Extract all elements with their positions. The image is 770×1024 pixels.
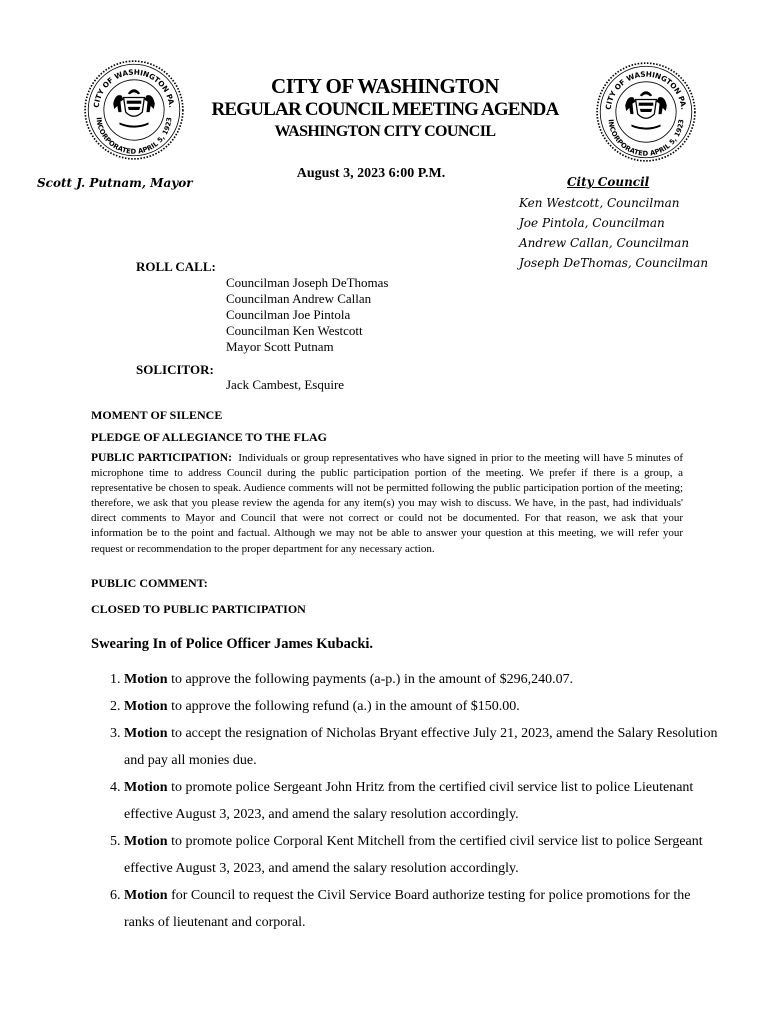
motion-item: [124, 774, 724, 828]
city-council-list: [519, 193, 708, 273]
motion-lead: Motion: [124, 672, 168, 687]
motion-text: to approve the following refund (a.) in the amount of $150.00.: [171, 699, 520, 714]
moment-of-silence: MOMENT OF SILENCE: [91, 408, 223, 422]
motion-item: [124, 828, 724, 882]
svg-text:INCORPORATED APRIL 5, 1923: INCORPORATED APRIL 5, 1923: [94, 116, 174, 156]
motion-text: to approve the following payments (a-p.) in the amount of $296,240.07.: [171, 672, 574, 687]
motion-text: to promote police Corporal Kent Mitchell from the certified civil service list to police Sergeant effective August 3, 2023, and amend the salary resolution accordingly.: [124, 834, 703, 876]
document-subtitle: REGULAR COUNCIL MEETING AGENDA: [211, 99, 559, 120]
svg-text:CITY OF WASHINGTON PA.: CITY OF WASHINGTON PA.: [603, 69, 689, 111]
roll-call-name: Councilman Andrew Callan: [226, 291, 372, 306]
motion-item: [124, 882, 724, 936]
public-participation-text: Individuals or group representatives who have signed in prior to the meeting will have 5 minutes of microphone time to address Council during the public participation portion of the meeting. We prefer if there is a group, a representative be chosen to speak. Audience comments will not be permitted following the public participation portion of the meeting; therefore, we ask that you please review the agenda for any item(s) you may wish to discuss. We have, in the past, had individuals' direct comments to Mayor and Council that were not correct or could not be documented. For that reason, we ask that your information be to the point and factual. Although we may not be able to answer your question at this meeting, we will refer your request or recommendation to the proper department for any necessary action.: [91, 452, 683, 555]
roll-call-name: Councilman Ken Westcott: [226, 323, 363, 338]
solicitor-label: SOLICITOR:: [136, 362, 214, 377]
roll-call-list: [226, 275, 388, 355]
pledge-of-allegiance: PLEDGE OF ALLEGIANCE TO THE FLAG: [91, 430, 327, 444]
document-title: CITY OF WASHINGTON: [271, 74, 499, 98]
council-member: Ken Westcott, Councilman: [519, 196, 680, 210]
council-name: WASHINGTON CITY COUNCIL: [274, 123, 496, 140]
roll-call-name: Councilman Joseph DeThomas: [226, 275, 389, 290]
public-participation-label: PUBLIC PARTICIPATION:: [91, 452, 232, 464]
motion-lead: Motion: [124, 726, 168, 741]
roll-call-label: ROLL CALL:: [136, 259, 216, 274]
meeting-datetime: August 3, 2023 6:00 P.M.: [296, 166, 446, 181]
council-member: Joe Pintola, Councilman: [519, 216, 665, 230]
motion-item: [124, 720, 724, 774]
svg-text:INCORPORATED APRIL 5, 1923: INCORPORATED APRIL 5, 1923: [606, 118, 686, 158]
closed-to-public: CLOSED TO PUBLIC PARTICIPATION: [91, 602, 306, 616]
solicitor-name: Jack Cambest, Esquire: [226, 377, 345, 392]
public-participation: [91, 451, 683, 557]
motion-item: [124, 693, 724, 720]
motion-lead: Motion: [124, 780, 168, 795]
council-member: Joseph DeThomas, Councilman: [519, 256, 709, 270]
swearing-in: Swearing In of Police Officer James Kubacki.: [91, 636, 374, 652]
mayor-name: Scott J. Putnam, Mayor: [37, 176, 193, 190]
city-council-heading: City Council: [567, 175, 650, 189]
motion-text: to promote police Sergeant John Hritz from the certified civil service list to police Lieutenant effective August 3, 2023, and amend the salary resolution accordingly.: [124, 780, 694, 822]
motion-lead: Motion: [124, 699, 168, 714]
svg-text:CITY OF WASHINGTON PA.: CITY OF WASHINGTON PA.: [91, 67, 177, 109]
public-comment: PUBLIC COMMENT:: [91, 576, 208, 590]
roll-call-name: Councilman Joe Pintola: [226, 307, 351, 322]
motions-list: [90, 666, 724, 936]
motion-lead: Motion: [124, 834, 168, 849]
roll-call-name: Mayor Scott Putnam: [226, 339, 334, 354]
council-member: Andrew Callan, Councilman: [519, 236, 690, 250]
motion-text: for Council to request the Civil Service Board authorize testing for police promotions for the ranks of lieutenant and corporal.: [124, 888, 691, 930]
motion-text: to accept the resignation of Nicholas Bryant effective July 21, 2023, amend the Salary Resolution and pay all monies due.: [124, 726, 718, 768]
motion-lead: Motion: [124, 888, 168, 903]
motion-item: [124, 666, 724, 693]
